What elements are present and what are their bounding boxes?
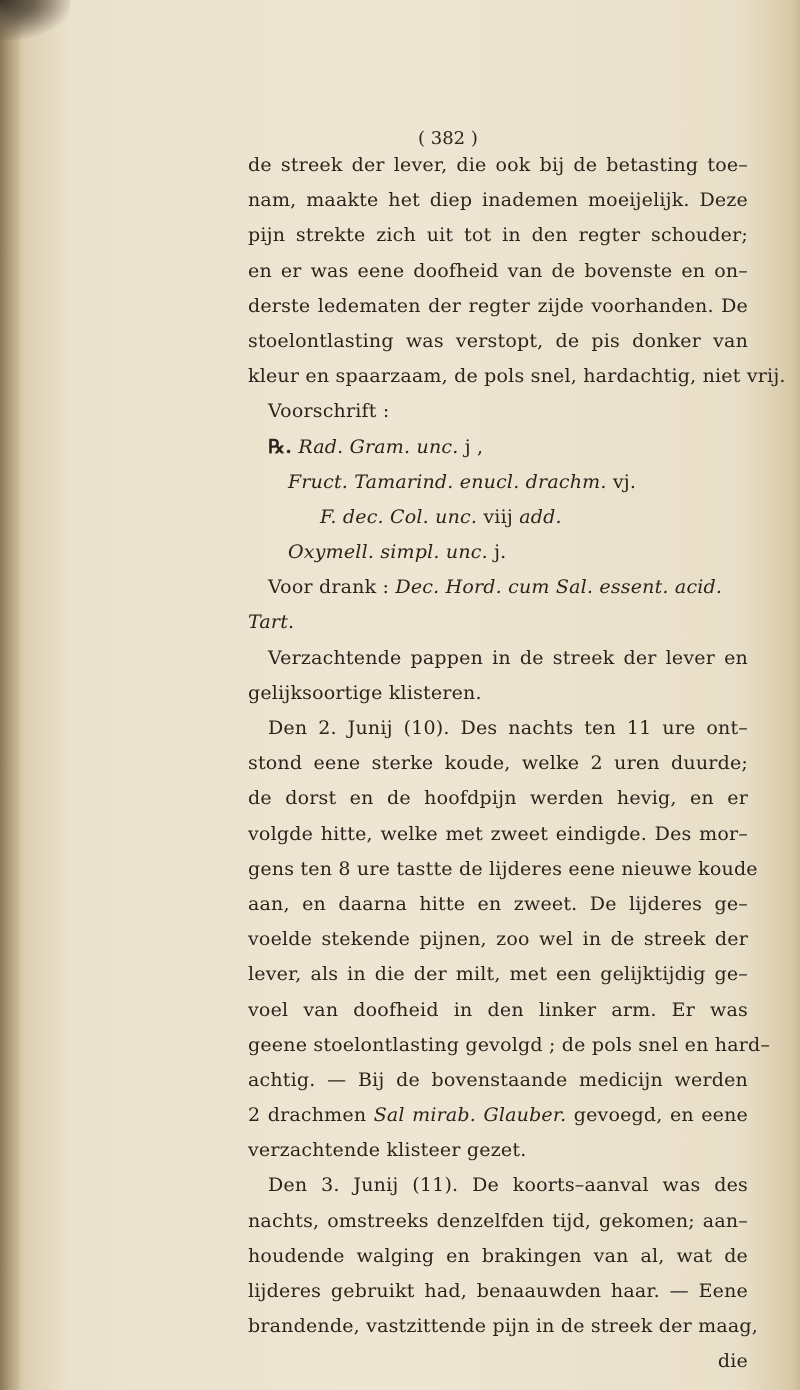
text-line: gens ten 8 ure tastte de lijderes eene nieuwe koude [248, 857, 758, 880]
glauber-after: gevoegd, en eene [573, 1104, 749, 1127]
text-line: houdende walging en brakingen van al, wat de [248, 1244, 748, 1267]
body-text [248, 148, 786, 1380]
text-line: verzachtende klisteer gezet. [248, 1139, 527, 1162]
text-line: voelde stekende pijnen, zoo wel in de streek der [248, 928, 748, 951]
text-line: stoelontlasting was verstopt, de pis donker van [248, 329, 748, 352]
prescription-line [248, 535, 748, 570]
prescription-drug: Fruct. Tamarind. enucl. drachm. [288, 470, 607, 493]
prescription-quantity: j , [464, 435, 484, 458]
book-spine [0, 0, 22, 1390]
text-line: Verzachtende pappen in de streek der lever en [268, 646, 748, 669]
entry-june-3: Den 3. Junij (11). De koorts–aanval was des [268, 1174, 748, 1197]
text-line: pijn strekte zich uit tot in den regter schouder; [248, 224, 748, 247]
text-line: gelijksoortige klisteren. [248, 681, 482, 704]
text-line: achtig. — Bij de bovenstaande medicijn werden [248, 1068, 748, 1091]
prescription-line [248, 500, 748, 535]
text-line: stond eene sterke koude, welke 2 uren duurde; [248, 752, 748, 775]
drank-continuation: Tart. [248, 611, 295, 634]
text-line: en er was eene doofheid van de bovenste en on– [248, 259, 748, 282]
text-line: volgde hitte, welke met zweet eindigde. Des mor– [248, 822, 748, 845]
prescription-quantity: vj. [612, 470, 637, 493]
prescription-quantity: j. [494, 541, 507, 564]
prescription-line [248, 430, 748, 465]
prescription-drug: Rad. Gram. unc. [298, 435, 459, 458]
text-line: de streek der lever, die ook bij de betasting toe– [248, 154, 748, 176]
drank-label: Voor drank : [268, 576, 390, 599]
text-line: lever, als in die der milt, met een gelijktijdig ge– [248, 963, 748, 986]
prescription-tail: add. [519, 505, 562, 528]
prescription-drug: Oxymell. simpl. unc. [288, 541, 488, 564]
text-line: nachts, omstreeks denzelfden tijd, gekomen; aan– [248, 1209, 748, 1232]
catchword: die [717, 1350, 748, 1373]
text-line: brandende, vastzittende pijn in de streek der maag, [248, 1315, 758, 1338]
text-line: derste ledematen der regter zijde voorhanden. De [248, 294, 748, 317]
drank-line [248, 570, 748, 605]
text-line: aan, en daarna hitte en zweet. De lijderes ge– [248, 892, 748, 915]
text-line: geene stoelontlasting gevolgd ; de pols snel en hard– [248, 1033, 771, 1056]
page-corner-shadow [0, 0, 70, 40]
prescription-quantity: viij [483, 505, 513, 528]
text-line: de dorst en de hoofdpijn werden hevig, en er [248, 787, 748, 810]
text-line: voel van doofheid in den linker arm. Er was [248, 998, 748, 1021]
text-line: lijderes gebruikt had, benaauwden haar. — Eene [248, 1280, 748, 1302]
text-line: nam, maakte het diep inademen moeijelijk. Deze [248, 189, 748, 212]
text-line: kleur en spaarzaam, de pols snel, hardachtig, niet vrij. [248, 365, 786, 388]
recipe-symbol: ℞. [268, 435, 293, 458]
glauber-before: 2 drachmen [248, 1104, 367, 1127]
glauber-salt: Sal mirab. Glauber. [373, 1104, 567, 1127]
drank-prescription: Dec. Hord. cum Sal. essent. acid. [395, 576, 723, 599]
page-number: ( 382 ) [418, 128, 478, 149]
prescription-drug: F. dec. Col. unc. [320, 505, 478, 528]
prescription-line [248, 465, 748, 500]
text-line: Voorschrift : [268, 400, 390, 423]
entry-june-2: Den 2. Junij (10). Des nachts ten 11 ure ont– [268, 717, 748, 739]
glauber-line [248, 1098, 748, 1133]
